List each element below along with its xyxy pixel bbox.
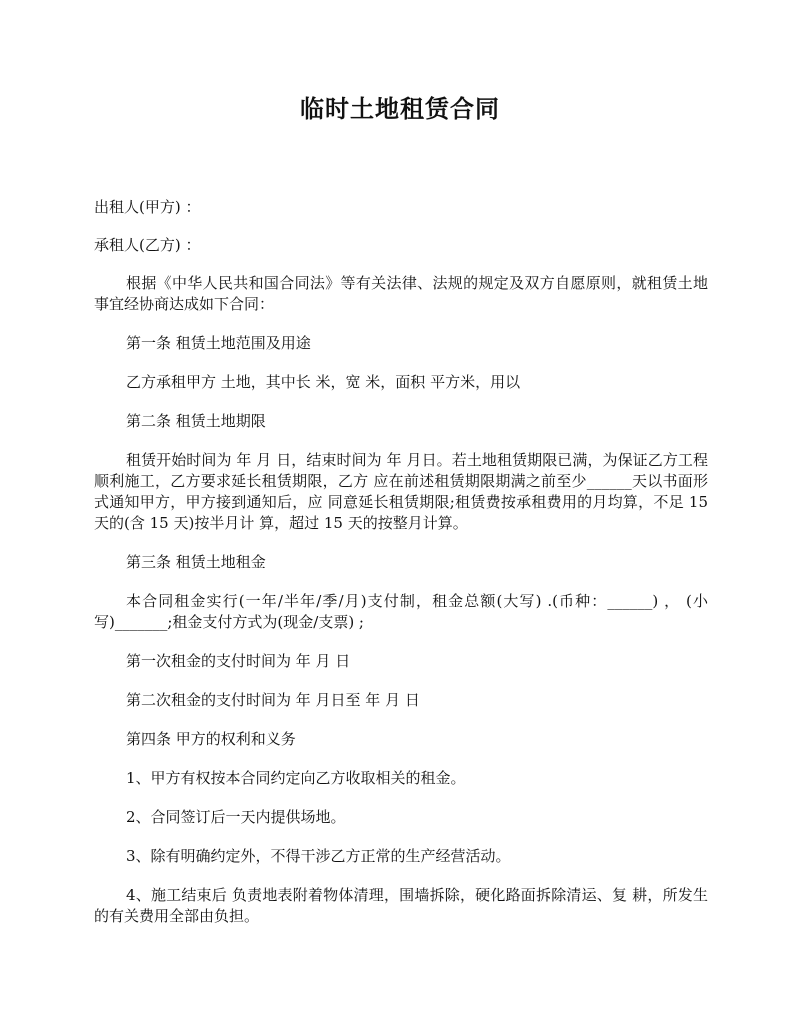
- lessor-line: 出租人(甲方) ：: [94, 198, 201, 216]
- lessee-line: 承租人(乙方) ：: [94, 236, 201, 254]
- article-4-heading: 第四条 甲方的权利和义务: [126, 730, 296, 748]
- payment-2-line: 第二次租金的支付时间为 年 月日至 年 月 日: [126, 691, 420, 709]
- article-1-text: 乙方承租甲方 土地，其中长 米，宽 米，面积 平方米，用以: [126, 373, 521, 391]
- article-3-heading: 第三条 租赁土地租金: [126, 553, 266, 571]
- intro-paragraph: 根据《中华人民共和国合同法》等有关法律、法规的规定及双方自愿原则，就租赁土地事宜经协商达成如下合同：: [94, 274, 708, 313]
- document-title: 临时土地租赁合同: [300, 94, 500, 123]
- document-body: [94, 197, 708, 945]
- article-1-heading: 第一条 租赁土地范围及用途: [126, 334, 311, 352]
- article-2-text: 租赁开始时间为 年 月 日，结束时间为 年 月日。若土地租赁期限已满，为保证乙方工程顺利施工，乙方要求延长租赁期限，乙方 应在前述租赁期限期满之前至少______天以书面形式通知甲方，甲方接到通知后，应 同意延长租赁期限;租赁费按承租费用的月均算，不足 15 天的(含 15 天)按半月计 算，超过 15 天的按整月计算。: [94, 451, 708, 532]
- article-4-item-1: 1、甲方有权按本合同约定向乙方收取相关的租金。: [126, 769, 466, 787]
- article-3-text: 本合同租金实行(一年/半年/季/月)支付制，租金总额(大写) .(币种：______) ， (小写)_______;租金支付方式为(现金/支票) ;: [94, 592, 708, 631]
- article-4-item-3: 3、除有明确约定外，不得干涉乙方正常的生产经营活动。: [126, 847, 511, 865]
- payment-1-line: 第一次租金的支付时间为 年 月 日: [126, 652, 351, 670]
- article-2-heading: 第二条 租赁土地期限: [126, 412, 266, 430]
- article-4-item-2: 2、合同签订后一天内提供场地。: [126, 808, 346, 826]
- article-4-item-4: 4、施工结束后 负责地表附着物体清理，围墙拆除，硬化路面拆除清运、复 耕，所发生的有关费用全部由负担。: [94, 886, 708, 925]
